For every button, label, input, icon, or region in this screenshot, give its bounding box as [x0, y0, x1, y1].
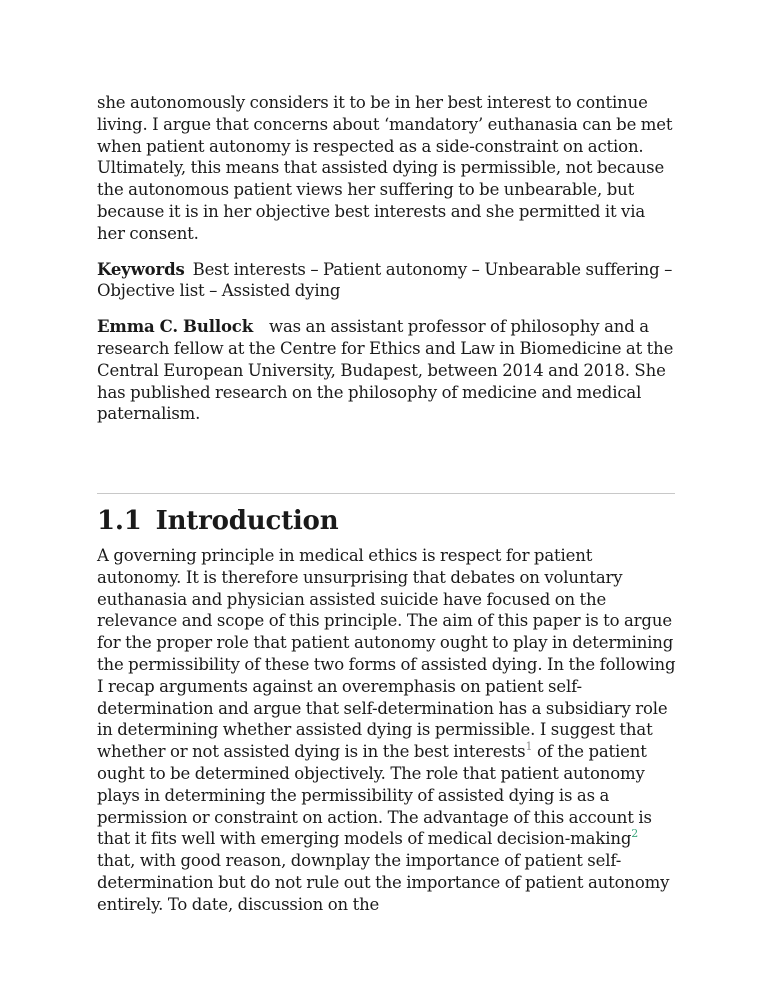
keywords-label: Keywords [97, 259, 185, 279]
footnote-ref-2[interactable]: 2 [631, 827, 639, 841]
introduction-paragraph [97, 545, 677, 916]
intro-text-part-1: A governing principle in medical ethics is respect for patient autonomy. It is therefore unsurprising that debates on voluntary euthanasia and physician assisted suicide have focused on the relevance and scope of this principle. The aim of this paper is to argue for the proper role that patient autonomy ought to play in determining the permissibility of these two forms of assisted dying. In the following I recap arguments against an overemphasis on patient self-determination and argue that self-determination has a subsidiary role in determining whether assisted dying is permissible. I suggest that whether or not assisted dying is in the best interests [97, 546, 676, 762]
front-matter [97, 92, 677, 439]
keywords-paragraph [97, 259, 677, 303]
footnote-ref-1[interactable]: 1 [525, 740, 533, 754]
introduction-body [97, 545, 677, 916]
author-name: Emma C. Bullock [97, 317, 253, 337]
author-bio-paragraph [97, 316, 677, 425]
section-heading [97, 506, 338, 536]
section-divider [97, 493, 675, 494]
intro-text-part-2: of the patient ought to be determined objectively. The role that patient autonomy plays in determining the permissibility of assisted dying is as a permission or constraint on action. The advantage of this account is that it fits well with emerging models of medical decision-making [97, 742, 652, 849]
abstract-paragraph: she autonomously considers it to be in her best interest to continue living. I argue that concerns about ‘mandatory’ euthanasia can be met when patient autonomy is respected as a side-constraint on action. Ultimately, this means that assisted dying is permissible, not because the autonomous patient views her suffering to be unbearable, but because it is in her objective best interests and she permitted it via her consent. [97, 93, 673, 243]
intro-text-part-3: that, with good reason, downplay the importance of patient self-determination but do not rule out the importance of patient autonomy entirely. To date, discussion on the [97, 851, 670, 914]
keywords-text: Best interests – Patient autonomy – Unbearable suffering – Objective list – Assisted dying [97, 259, 673, 301]
section-number: 1.1 [97, 506, 142, 536]
author-bio: was an assistant professor of philosophy and a research fellow at the Centre for Ethics and Law in Biomedicine at the Central European University, Budapest, between 2014 and 2018. She has published research on the philosophy of medicine and medical paternalism. [97, 317, 674, 424]
section-title: Introduction [155, 506, 339, 536]
